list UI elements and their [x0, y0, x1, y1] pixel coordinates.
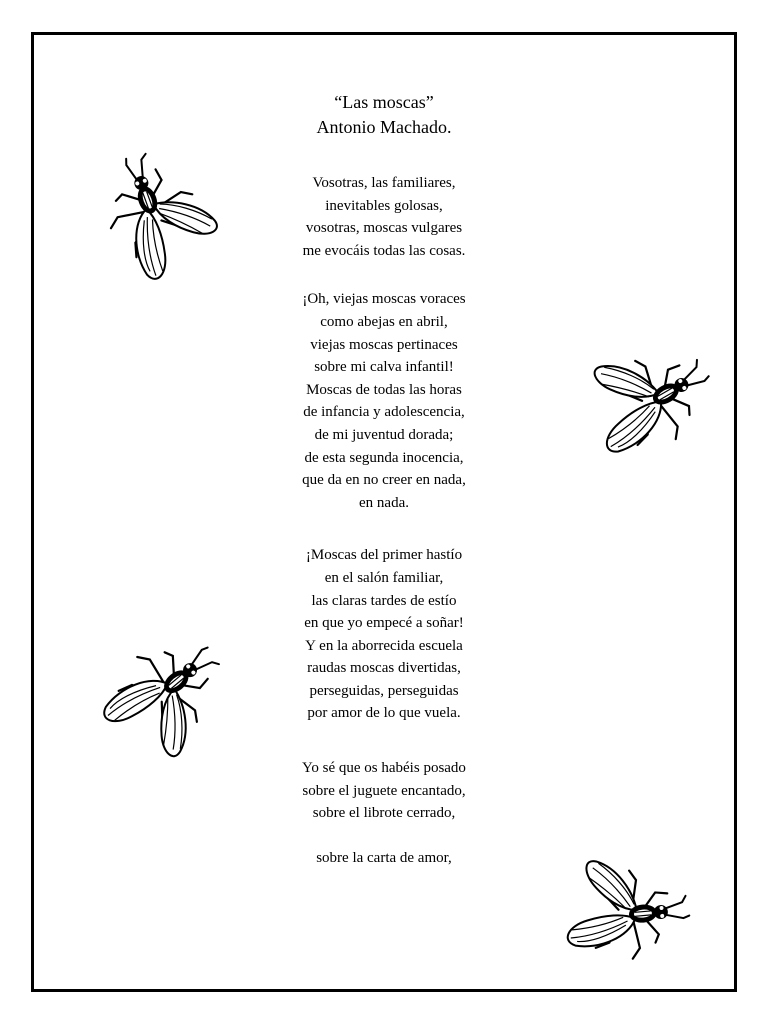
verse-line: en el salón familiar,	[324, 569, 444, 586]
fly-icon	[580, 335, 725, 470]
stanza-2	[234, 288, 534, 514]
verse-line: de infancia y adolescencia,	[303, 404, 465, 421]
verse-line: me evocáis todas las cosas.	[302, 242, 466, 259]
verse-line: ¡Oh, viejas moscas voraces	[302, 291, 466, 308]
verse-line: sobre mi calva infantil!	[314, 359, 454, 376]
verse-line: sobre el librote cerrado,	[312, 805, 456, 822]
stanza-4	[234, 757, 534, 869]
verse-line: Y en la aborrecida escuela	[305, 637, 463, 654]
verse-line: de esta segunda inocencia,	[304, 449, 464, 466]
verse-line: inevitables golosas,	[325, 197, 443, 214]
verse-line: que da en no creer en nada,	[302, 472, 466, 489]
stanza-gap	[234, 825, 534, 847]
verse-line: de mi juventud dorada;	[314, 426, 454, 443]
verse-line: las claras tardes de estío	[311, 592, 457, 609]
fly-icon	[88, 140, 218, 290]
verse-line: ¡Moscas del primer hastío	[305, 547, 463, 564]
verse-line: por amor de lo que vuela.	[307, 705, 461, 722]
verse-line: Moscas de todas las horas	[306, 381, 462, 398]
poem	[234, 90, 534, 895]
verse-line: sobre el juguete encantado,	[302, 782, 466, 799]
verse-line: sobre la carta de amor,	[316, 849, 452, 866]
verse-line: en nada.	[359, 494, 409, 511]
verse-line: Vosotras, las familiares,	[312, 175, 456, 191]
stanza-1	[234, 172, 534, 262]
fly-icon	[552, 850, 702, 980]
verse-line: Yo sé que os habéis posado	[302, 760, 466, 777]
verse-line: raudas moscas divertidas,	[307, 660, 461, 677]
verse-line: vosotras, moscas vulgares	[305, 220, 463, 237]
poem-title: “Las moscas”	[334, 92, 434, 112]
verse-line: como abejas en abril,	[320, 313, 448, 330]
poem-author: Antonio Machado.	[316, 117, 452, 137]
verse-line: viejas moscas pertinaces	[310, 336, 458, 353]
stanza-3	[234, 544, 534, 725]
verse-line: en que yo empecé a soñar!	[304, 615, 464, 632]
fly-icon	[92, 620, 237, 765]
verse-line: perseguidas, perseguidas	[309, 682, 459, 699]
